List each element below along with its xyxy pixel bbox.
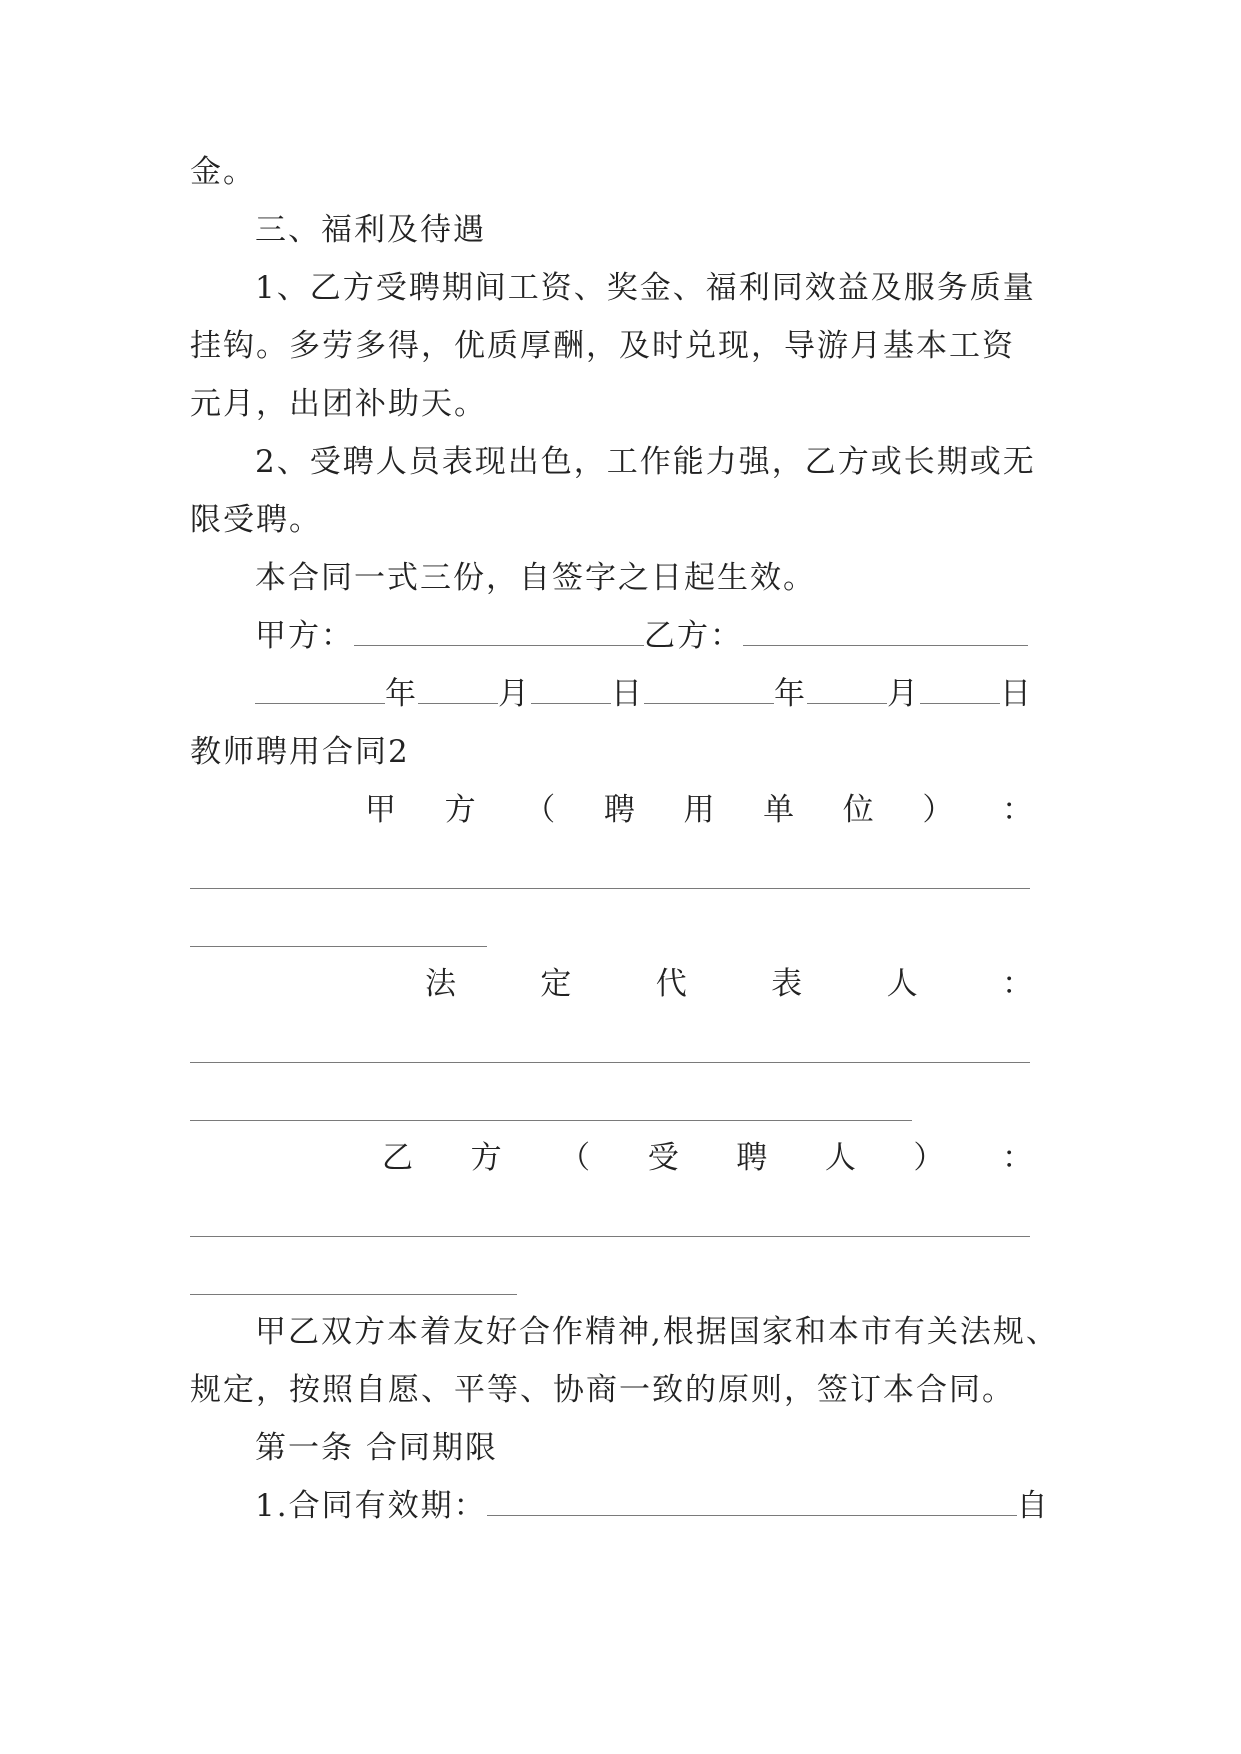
spaced-char: 方 bbox=[470, 1140, 504, 1176]
text-line: 挂钩。多劳多得，优质厚酬，及时兑现，导游月基本工资 bbox=[190, 328, 1015, 364]
day-blank bbox=[531, 679, 611, 704]
text-line: 金。 bbox=[190, 154, 256, 190]
date-row bbox=[255, 674, 1033, 714]
year-blank bbox=[255, 679, 385, 704]
spaced-char: ： bbox=[1001, 1140, 1035, 1176]
spaced-char: 乙 bbox=[382, 1140, 415, 1176]
day-blank bbox=[920, 679, 1000, 704]
spaced-char: 位 bbox=[842, 792, 876, 828]
spaced-char: 表 bbox=[771, 966, 805, 1002]
party-a-label: 甲方： bbox=[255, 618, 354, 654]
spaced-char: 单 bbox=[763, 792, 797, 828]
contract-term-row bbox=[255, 1486, 1050, 1526]
day-label: 日 bbox=[1000, 676, 1033, 712]
month-label: 月 bbox=[498, 676, 531, 712]
blank-line bbox=[190, 1236, 1030, 1237]
spaced-char: 人 bbox=[824, 1140, 858, 1176]
contract-title: 教师聘用合同2 bbox=[190, 734, 410, 770]
text-line: 甲乙双方本着友好合作精神,根据国家和本市有关法规、 bbox=[255, 1314, 1059, 1350]
term-blank bbox=[487, 1491, 1017, 1516]
section-heading: 三、福利及待遇 bbox=[255, 212, 486, 248]
day-label: 日 bbox=[611, 676, 644, 712]
spaced-char: ： bbox=[1002, 792, 1035, 828]
year-blank bbox=[644, 679, 774, 704]
spaced-char: ） bbox=[913, 1140, 947, 1176]
blank-line bbox=[190, 1294, 517, 1295]
blank-line bbox=[190, 1120, 912, 1121]
party-b-blank bbox=[743, 621, 1028, 646]
spaced-char: 受 bbox=[647, 1140, 681, 1176]
spaced-char: ： bbox=[1001, 966, 1035, 1002]
month-label: 月 bbox=[887, 676, 920, 712]
spaced-char: 人 bbox=[886, 966, 920, 1002]
legal-rep-label-row bbox=[425, 964, 1035, 1004]
month-blank bbox=[418, 679, 498, 704]
text-line: 本合同一式三份，自签字之日起生效。 bbox=[255, 560, 816, 596]
year-label: 年 bbox=[385, 676, 418, 712]
blank-line bbox=[190, 1062, 1030, 1063]
spaced-char: 代 bbox=[655, 966, 689, 1002]
text-line: 2、受聘人员表现出色，工作能力强，乙方或长期或无 bbox=[255, 444, 1036, 480]
text-line: 限受聘。 bbox=[190, 502, 322, 538]
blank-line bbox=[190, 888, 1030, 889]
term-from: 自 bbox=[1016, 1488, 1050, 1524]
employee-label-row bbox=[382, 1138, 1035, 1178]
spaced-char: 方 bbox=[444, 792, 478, 828]
article-heading: 第一条 合同期限 bbox=[255, 1430, 498, 1466]
month-blank bbox=[807, 679, 887, 704]
spaced-char: （ bbox=[524, 792, 558, 828]
text-line: 元月，出团补助天。 bbox=[190, 386, 487, 422]
party-b-label: 乙方： bbox=[644, 618, 743, 654]
spaced-char: 甲 bbox=[365, 792, 398, 828]
term-label: 1.合同有效期： bbox=[255, 1488, 487, 1524]
spaced-char: 法 bbox=[425, 966, 458, 1002]
year-label: 年 bbox=[774, 676, 807, 712]
text-line: 1、乙方受聘期间工资、奖金、福利同效益及服务质量 bbox=[255, 270, 1036, 306]
blank-line bbox=[190, 946, 487, 947]
spaced-char: （ bbox=[559, 1140, 593, 1176]
employer-label-row bbox=[365, 790, 1035, 830]
spaced-char: 聘 bbox=[736, 1140, 770, 1176]
spaced-char: 用 bbox=[683, 792, 717, 828]
spaced-char: 聘 bbox=[603, 792, 637, 828]
spaced-char: ） bbox=[922, 792, 956, 828]
spaced-char: 定 bbox=[540, 966, 574, 1002]
signature-row bbox=[255, 616, 1028, 656]
text-line: 规定，按照自愿、平等、协商一致的原则，签订本合同。 bbox=[190, 1372, 1015, 1408]
party-a-blank bbox=[354, 621, 644, 646]
